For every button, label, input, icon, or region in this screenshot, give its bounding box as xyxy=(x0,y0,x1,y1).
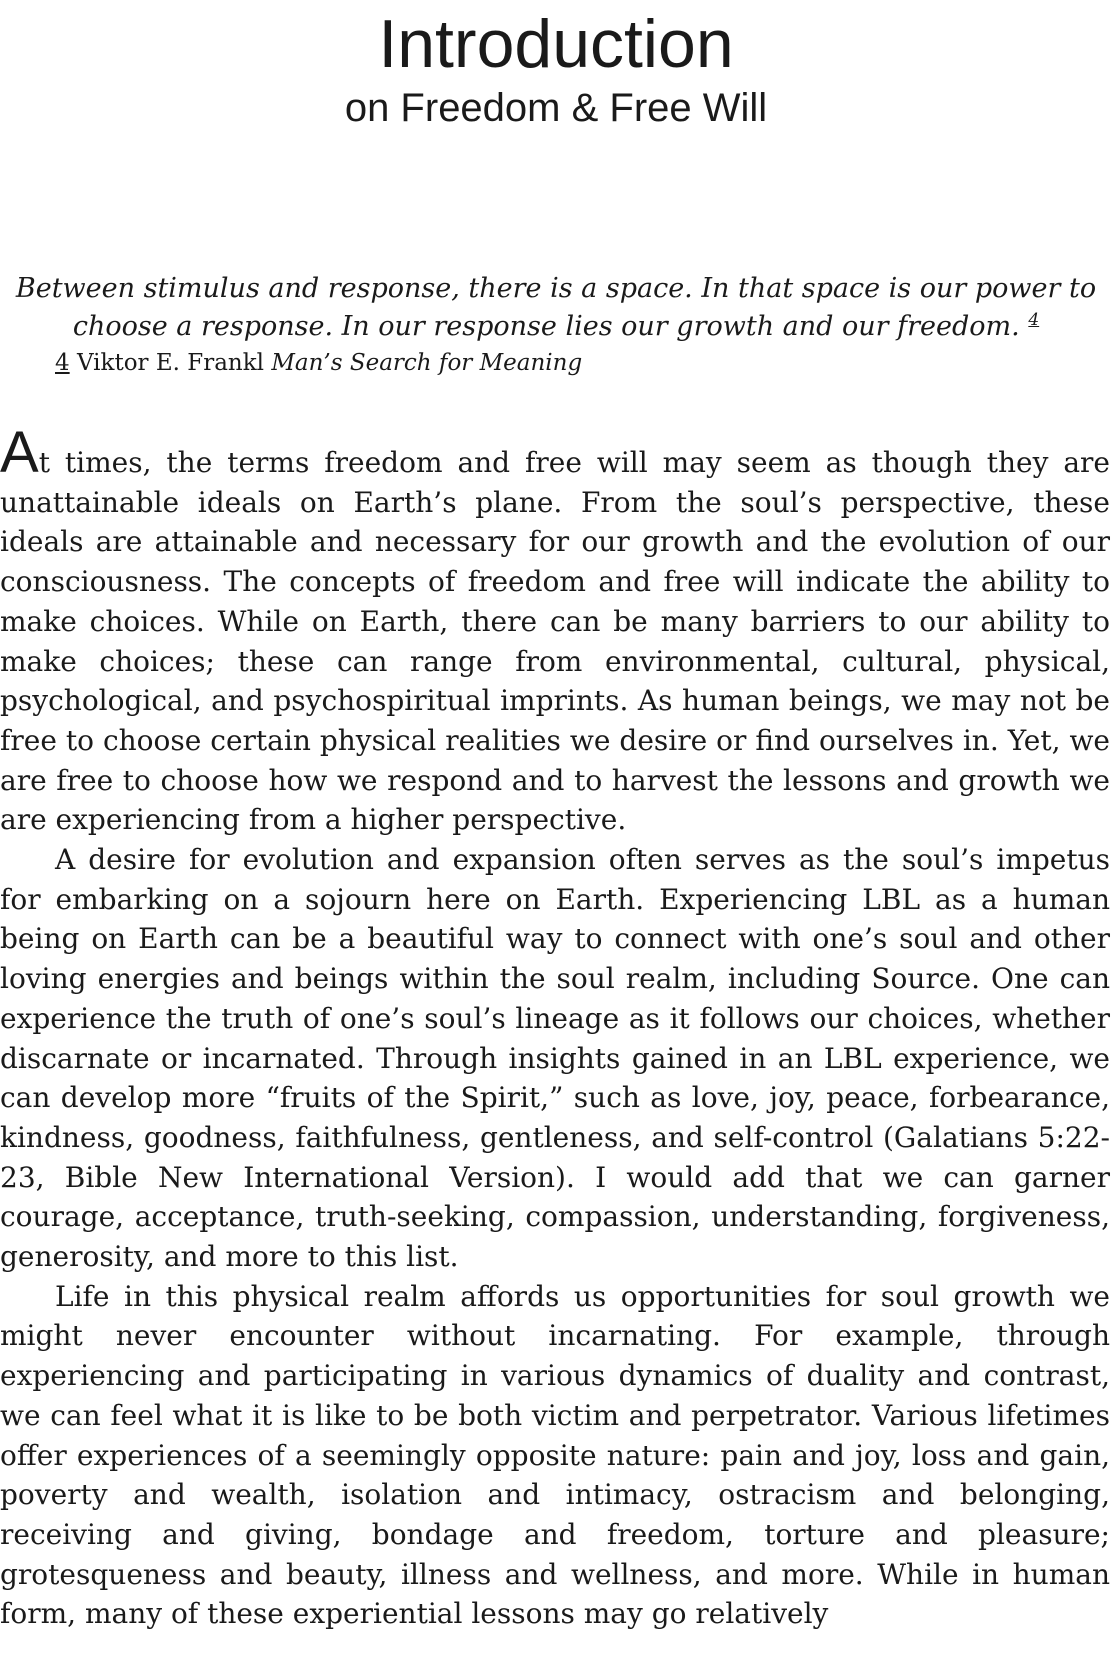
chapter-title: Introduction xyxy=(378,6,734,82)
footnote-book-title: Man’s Search for Meaning xyxy=(271,350,583,376)
body-paragraph-3: Life in this physical realm affords us opportunities for soul growth we might never encounter without incarnating. For example, through experiencing and participating in various dynamics of duality and contrast, we can feel what it is like to be both victim and perpetrator. Various lifetimes offer experiences of a seemingly opposite nature: pain and joy, loss and gain, poverty and wealth, isolation and intimacy, ostracism and belonging, receiving and giving, bondage and freedom, torture and pleasure; grotesqueness and beauty, illness and wellness, and more. While in human form, many of these experiential lessons may go relatively xyxy=(0,1279,1110,1631)
body-text xyxy=(0,420,1110,1634)
body-paragraph-2: A desire for evolution and expansion often serves as the soul’s impetus for embarking on a sojourn here on Earth. Experiencing LBL as a human being on Earth can be a beautiful way to connect with one’s soul and other loving energies and beings within the soul realm, including Source. One can experience the truth of one’s soul’s lineage as it follows our choices, whether discarnate or incarnated. Through insights gained in an LBL experience, we can develop more “fruits of the Spirit,” such as love, joy, peace, forbearance, kindness, goodness, faithfulness, gentleness, and self-control (Galatians 5:22-23, Bible New International Version). I would add that we can garner courage, acceptance, truth-seeking, compassion, understanding, forgiveness, generosity, and more to this list. xyxy=(0,843,1110,1274)
footnote-reference-link[interactable]: 4 xyxy=(1028,310,1040,330)
epigraph-quote xyxy=(0,270,1112,346)
chapter-subtitle: on Freedom & Free Will xyxy=(344,86,768,130)
page-bottom-edge xyxy=(0,1650,1112,1667)
footnote-author: Viktor E. Frankl xyxy=(76,350,265,376)
paragraph-1-text: t times, the terms freedom and free will may seem as though they are unattainable ideals on Earth’s plane. From the soul’s perspective, these ideals are attainable and necessary for our growth and the evolution of our consciousness. The concepts of freedom and free will indicate the ability to make choices. While on Earth, there can be many barriers to our ability to make choices; these can range from environmental, cultural, physical, psychological, and psychospiritual imprints. As human beings, we may not be free to choose certain physical realities we desire or find ourselves in. Yet, we are free to choose how we respond and to harvest the lessons and growth we are experiencing from a higher perspective. xyxy=(0,446,1110,837)
body-paragraph-1 xyxy=(0,420,1110,840)
drop-cap-letter: A xyxy=(0,420,39,485)
footnote xyxy=(55,348,582,378)
footnote-number-link[interactable]: 4 xyxy=(55,350,70,376)
epigraph-text: Between stimulus and response, there is a space. In that space is our power to choose a response. In our response lies our growth and our freedom. xyxy=(15,273,1097,342)
